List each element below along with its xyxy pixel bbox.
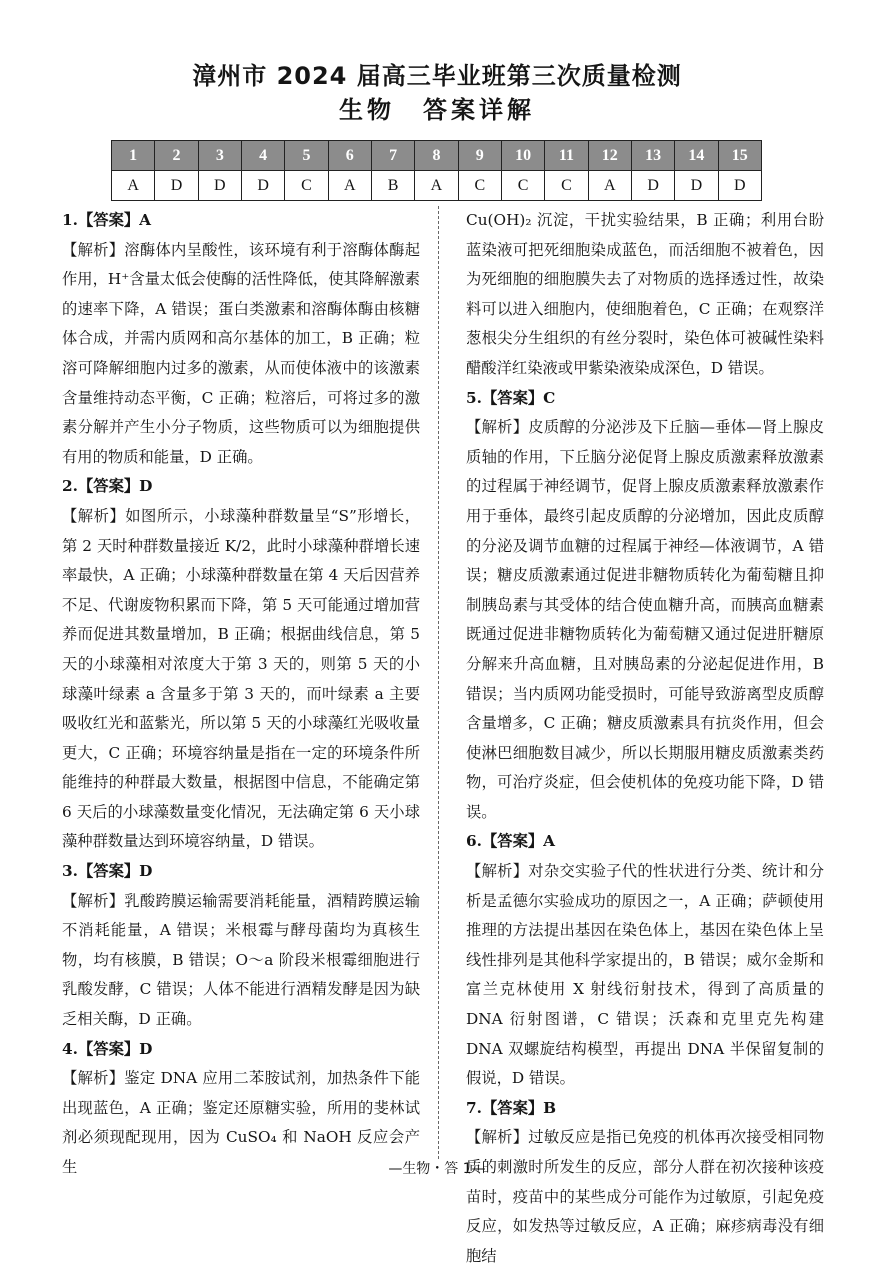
- answer-label: 7.【答案】B: [466, 1098, 557, 1117]
- answer-label: 4.【答案】D: [62, 1039, 153, 1058]
- answer-table-header-row: [112, 141, 762, 171]
- left-column: [62, 206, 420, 1183]
- question-number-cell: 12: [588, 141, 631, 171]
- question-number-cell: 3: [198, 141, 241, 171]
- page-title: 漳州市 2024 届高三毕业班第三次质量检测: [192, 62, 682, 90]
- page-footer: —生物・答 1—: [388, 1161, 486, 1177]
- question-number-cell: 8: [415, 141, 458, 171]
- question-number-cell: 5: [285, 141, 328, 171]
- question-number-cell: 4: [241, 141, 284, 171]
- question-number-cell: 6: [328, 141, 371, 171]
- right-column: [466, 206, 824, 1271]
- explanation-text: 【解析】鉴定 DNA 应用二苯胺试剂，加热条件下能出现蓝色，A 正确；鉴定还原糖实验，所用的斐林试剂必须现配现用，因为 CuSO₄ 和 NaOH 反应会产生: [62, 1069, 420, 1176]
- answer-label: 5.【答案】C: [466, 388, 556, 407]
- question-number-cell: 15: [718, 141, 761, 171]
- question-number-cell: 14: [675, 141, 718, 171]
- answer-cell: D: [241, 171, 284, 201]
- answer-cell: A: [328, 171, 371, 201]
- answer-cell: A: [415, 171, 458, 201]
- question-number-cell: 7: [371, 141, 414, 171]
- question-number-cell: 1: [112, 141, 155, 171]
- answer-cell: C: [285, 171, 328, 201]
- answer-cell: D: [155, 171, 198, 201]
- question-number-cell: 11: [545, 141, 588, 171]
- answer-table-answer-row: [112, 171, 762, 201]
- answer-cell: D: [631, 171, 674, 201]
- answer-label: 3.【答案】D: [62, 862, 153, 881]
- answer-cell: A: [112, 171, 155, 201]
- answer-label: 1.【答案】A: [62, 211, 152, 229]
- page-subtitle: 生物 答案详解: [339, 96, 535, 124]
- answer-cell: A: [588, 171, 631, 201]
- answer-label: 2.【答案】D: [62, 477, 153, 496]
- explanation-text: 【解析】如图所示，小球藻种群数量呈“S”形增长，第 2 天时种群数量接近 K/2，此时小球藻种群增长速率最快，A 正确；小球藻种群数量在第 4 天后因营养不足、代谢废物积累而下降，第 5 天可能通过增加营养而促进其数量增加，B 正确；根据曲线信息，第 5 天的小球藻相对浓度大于第 3 天的，则第 5 天的小球藻叶绿素 a 含量多于第 3 天的，而叶绿素 a 主要吸收红光和蓝紫光，所以第 5 天的小球藻红光吸收量更大，C 正确；环境容纳量是指在一定的环境条件所能维持的种群最大数量，根据图中信息，不能确定第 6 天后的小球藻数量变化情况，无法确定第 6 天小球藻种群数量达到环境容纳量，D 错误。: [62, 506, 420, 851]
- explanation-text: 【解析】溶酶体内呈酸性，该环境有利于溶酶体酶起作用，H⁺含量太低会使酶的活性降低，使其降解激素的速率下降，A 错误；蛋白类激素和溶酶体酶由核糖体合成，并需内质网和高尔基体的加工，B 正确；粒溶可降解细胞内过多的激素，从而使体液中的该激素含量维持动态平衡，C 正确；粒溶后，可将过多的激素分解并产生小分子物质，这些物质可以为细胞提供有用的物质和能量，D 正确。: [62, 240, 420, 466]
- explanation-text: 【解析】乳酸跨膜运输需要消耗能量，酒精跨膜运输不消耗能量，A 错误；米根霉与酵母菌均为真核生物，均有核膜，B 错误；O～a 阶段米根霉细胞进行乳酸发酵，C 错误；人体不能进行酒精发酵是因为缺乏相关酶，D 正确。: [62, 891, 420, 1029]
- answer-cell: B: [371, 171, 414, 201]
- answer-table: [111, 140, 762, 201]
- explanation-text: Cu(OH)₂ 沉淀，干扰实验结果，B 正确；利用台盼蓝染液可把死细胞染成蓝色，而活细胞不被着色，因为死细胞的细胞膜失去了对物质的选择透过性，故染料可以进入细胞内，使细胞着色，C 正确；在观察洋葱根尖分生组织的有丝分裂时，染色体可被碱性染料醋酸洋红染液或甲紫染液染成深色，D 错误。: [466, 211, 824, 377]
- question-number-cell: 2: [155, 141, 198, 171]
- answer-cell: C: [458, 171, 501, 201]
- explanation-text: 【解析】皮质醇的分泌涉及下丘脑—垂体—肾上腺皮质轴的作用，下丘脑分泌促肾上腺皮质激素释放激素的过程属于神经调节，促肾上腺皮质激素释放激素作用于垂体，最终引起皮质醇的分泌增加，因此皮质醇的分泌及调节血糖的过程属于神经—体液调节，A 错误；糖皮质激素通过促进非糖物质转化为葡萄糖且抑制胰岛素与其受体的结合使血糖升高，而胰高血糖素既通过促进非糖物质转化为葡萄糖又通过促进肝糖原分解来升高血糖，且对胰岛素的分泌起促进作用，B 错误；当内质网功能受损时，可能导致游离型皮质醇含量增多，C 正确；糖皮质激素具有抗炎作用，但会使淋巴细胞数目减少，所以长期服用糖皮质激素类药物，可治疗炎症，但会使机体的免疫功能下降，D 错误。: [466, 418, 824, 821]
- answer-cell: D: [198, 171, 241, 201]
- answer-label: 6.【答案】A: [466, 832, 556, 851]
- answer-cell: C: [545, 171, 588, 201]
- explanation-text: 【解析】过敏反应是指已免疫的机体再次接受相同物质的刺激时所发生的反应，部分人群在初次接种该疫苗时，疫苗中的某些成分可能作为过敏原，引起免疫反应，如发热等过敏反应，A 正确；麻疹病毒没有细胞结: [466, 1128, 824, 1265]
- explanation-text: 【解析】对杂交实验子代的性状进行分类、统计和分析是孟德尔实验成功的原因之一，A 正确；萨顿使用推理的方法提出基因在染色体上，基因在染色体上呈线性排列是其他科学家提出的，B 错误；威尔金斯和富兰克林使用 X 射线衍射技术，得到了高质量的 DNA 衍射图谱，C 错误；沃森和克里克先构建 DNA 双螺旋结构模型，再提出 DNA 半保留复制的假说，D 错误。: [466, 862, 824, 1088]
- answer-cell: D: [718, 171, 761, 201]
- column-divider: [438, 206, 439, 1159]
- question-number-cell: 10: [501, 141, 544, 171]
- answer-cell: D: [675, 171, 718, 201]
- question-number-cell: 13: [631, 141, 674, 171]
- answer-cell: C: [501, 171, 544, 201]
- question-number-cell: 9: [458, 141, 501, 171]
